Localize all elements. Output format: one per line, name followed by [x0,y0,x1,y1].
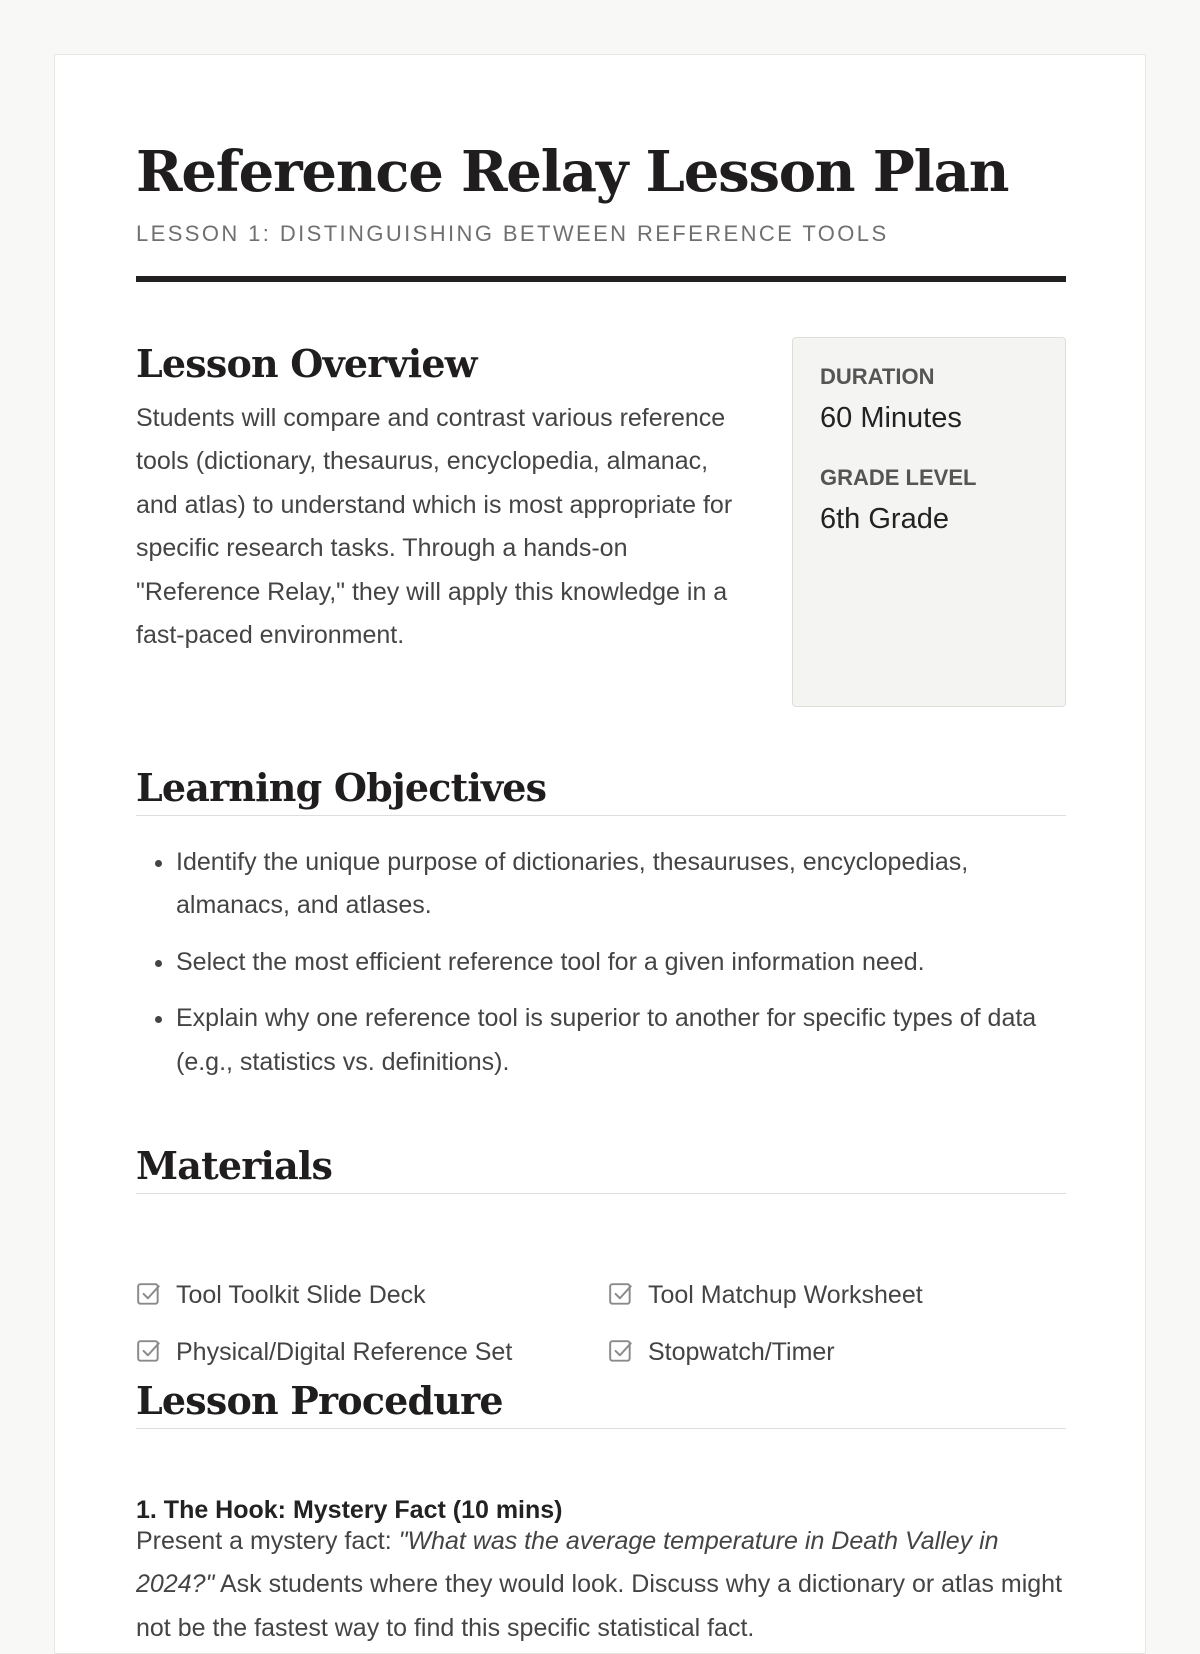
step-text-intro: Present a mystery fact: [136,1527,399,1555]
list-item: • Select the most efficient reference tool for a given information need. [176,941,1066,984]
material-label: Stopwatch/Timer [648,1337,835,1366]
step-mystery-quote: "What was the average temperature in Death Valley in 2024?" [136,1527,999,1599]
lesson-info-panel [792,337,1066,707]
duration-value: 60 Minutes [820,402,962,434]
objectives-heading: Learning Objectives [136,765,547,810]
objectives-section-header [136,765,1066,816]
objectives-list [136,841,1066,1097]
checkbox-checked-icon [608,1282,634,1308]
material-label: Tool Matchup Worksheet [648,1280,923,1309]
materials-section-header [136,1143,1066,1194]
material-item [608,1279,923,1311]
procedure-section-header [136,1378,1066,1429]
material-item [608,1336,835,1368]
grade-level-label: GRADE LEVEL [820,465,977,490]
checkbox-checked-icon [608,1339,634,1365]
materials-heading: Materials [136,1143,333,1188]
material-item [136,1336,512,1368]
page-title: Reference Relay Lesson Plan [136,139,1009,205]
list-item: • Explain why one reference tool is superior to another for specific types of data (e.g., statistics vs. definitions). [176,997,1066,1084]
title-divider [136,276,1066,282]
procedure-step-text [136,1520,1066,1650]
material-label: Physical/Digital Reference Set [176,1337,513,1366]
list-item: • Identify the unique purpose of dictionaries, thesauruses, encyclopedias, almanacs, and atlases. [176,841,1066,928]
duration-label: DURATION [820,364,935,389]
step-text-rest: Ask students where they would look. Discuss why a dictionary or atlas might not be the fastest way to find this specific statistical fact. [136,1570,1063,1642]
checkbox-checked-icon [136,1339,162,1365]
overview-text: Students will compare and contrast various reference tools (dictionary, thesaurus, encyclopedia, almanac, and atlas) to understand which is most appropriate for specific research tasks. Through a hands-on "Reference Relay," they will apply this knowledge in a fast-paced environment. [136,404,733,650]
procedure-heading: Lesson Procedure [136,1378,503,1423]
page-subtitle: LESSON 1: DISTINGUISHING BETWEEN REFERENCE TOOLS [136,221,889,246]
procedure-step-title: 1. The Hook: Mystery Fact (10 mins) [136,1496,563,1524]
material-label: Tool Toolkit Slide Deck [176,1280,426,1309]
grade-level-value: 6th Grade [820,503,949,535]
lesson-plan-page [54,54,1146,1654]
overview-heading: Lesson Overview [136,341,477,386]
checkbox-checked-icon [136,1282,162,1308]
material-item [136,1279,426,1311]
